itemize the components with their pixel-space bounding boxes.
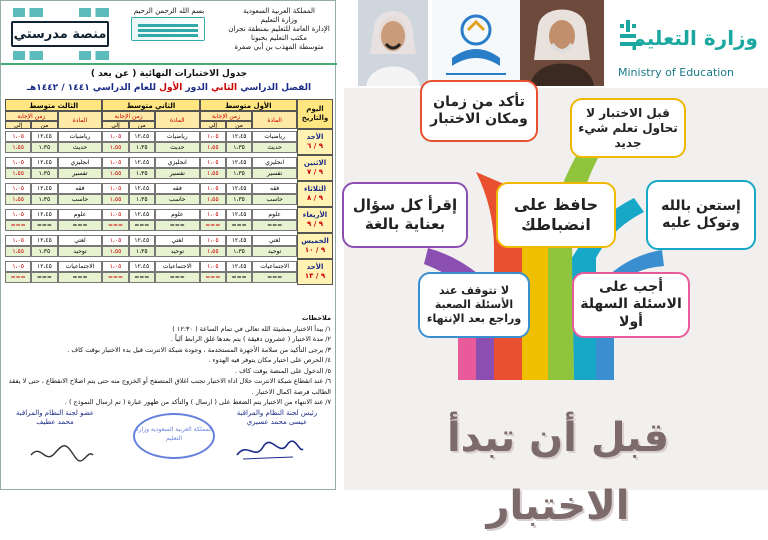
logo-icon [79,51,109,60]
time-to-cell: ١،٠٥ [5,209,31,220]
time-from-cell: ١،٣٥ [129,142,155,153]
day-date-cell [297,155,333,181]
day-name: الخميس [301,237,329,245]
time-to-cell: === [102,272,128,283]
time-from-cell: ١٢،٤٥ [226,261,252,272]
header-line: مكتب التعليم بحبونا [251,34,307,42]
time-from-cell: === [226,220,252,231]
note-item: ٣/ يرجى التأكيد من سلامة الأجهزة المستخدمة ، وجودة شبكة الانترنت قبل بدء الاختبار بوقت كاف . [67,345,331,354]
day-name: الثلاثاء [303,185,327,193]
ministry-name-arabic: وزارة التعليم [631,26,758,50]
time-from-cell: ١،٣٥ [31,246,57,257]
subject-cell: الاجتماعيات [252,261,297,272]
time-from-cell: ١٢،٤٥ [129,157,155,168]
time-from-cell: ١٢،٤٥ [226,157,252,168]
tip-bubble [418,272,530,338]
signature-title: رئيس لجنة النظام والمراقبة [236,409,318,417]
official-stamp [133,413,215,459]
time-to-cell: ١،٠٥ [200,131,226,142]
subject-cell: === [252,220,297,231]
day-name: الأحد [306,133,324,141]
time-to-cell: ١،٥٥ [5,246,31,257]
basmala: بسم الله الرحمن الرحيم [133,7,205,15]
tip-text: حافظ على انضباطك [513,195,599,234]
subtitle-round: الأول [159,83,183,93]
note-item: ٧/ عند الانتهاء من الاختبار يتم الضغط على ( ارسال ) والتأكد من ظهور عبارة ( تم ارسال النموذج ) . [64,398,331,406]
ministry-wordmark [608,12,764,82]
time-from-cell: ١٢،٤٥ [226,209,252,220]
time-from-cell: ١،٣٥ [226,194,252,205]
time-to-cell: ١،٠٥ [5,157,31,168]
subject-cell: === [155,272,200,283]
time-to-cell: ١،٠٥ [102,235,128,246]
time-from-cell: ١٢،٤٥ [129,183,155,194]
subtitle-part: الفصل الدراسي [240,83,312,93]
day-date: ٩ / ١٠ [304,246,326,254]
time-from-cell: ١٢،٤٥ [226,183,252,194]
subtitle-term: الثاني [211,83,238,93]
member-signature [5,409,105,427]
time-from-cell: === [31,272,57,283]
day-date: ٩ / ٦ [307,142,323,150]
time-to-cell: ١،٥٥ [102,246,128,257]
subject-cell: لغتي [155,235,200,246]
chair-signature [227,409,327,427]
subject-cell: تفسير [252,168,297,179]
time-to-cell: ١،٠٥ [200,183,226,194]
time-from-cell: ١٢،٤٥ [31,157,57,168]
notes-section [7,313,331,408]
time-to-cell: === [5,272,31,283]
grade-header: الثاني متوسط [102,99,199,111]
time-from-cell: ١٢،٤٥ [31,183,57,194]
time-from-cell: ١٢،٤٥ [31,261,57,272]
subject-cell: انجليزي [58,157,103,168]
time-from-cell: === [129,272,155,283]
subject-cell: === [155,220,200,231]
subject-cell: حاسب [252,194,297,205]
time-to-cell: ١،٥٥ [200,168,226,179]
grade-header: الثالث متوسط [5,99,102,111]
time-from-cell: ١،٣٥ [129,168,155,179]
time-from-cell: ١،٣٥ [226,168,252,179]
time-to-cell: ١،٥٥ [5,194,31,205]
subject-cell: لغتي [58,235,103,246]
day-name: الأحد [306,263,324,271]
exam-tips-poster [344,0,768,529]
subject-cell: رياضيات [252,131,297,142]
time-to-cell: ١،٥٥ [200,194,226,205]
day-date-cell [297,129,333,155]
note-item: ٤/ الحرص على اختيار مكان يتوفر فيه الهدوء . [208,356,331,364]
time-from-cell: ١٢،٤٥ [31,235,57,246]
stamp-text: المملكة العربية السعودية وزارة التعليم [135,426,213,442]
tip-bubble [572,272,690,338]
time-to-cell: === [200,272,226,283]
tip-text: تأكد من زمان ومكان الاختبار [430,93,528,127]
time-to-cell: ١،٠٥ [5,261,31,272]
tip-text: إقرأ كل سؤال بعناية بالغة [352,196,458,233]
subject-cell: الاجتماعيات [155,261,200,272]
time-to-cell: ١،٥٥ [102,142,128,153]
time-from-cell: ١٢،٤٥ [129,131,155,142]
platform-label: منصة مدرستي [11,21,109,47]
from-header: من [226,121,252,129]
time-from-cell: ١٢،٤٥ [31,209,57,220]
time-to-cell: ١،٠٥ [5,183,31,194]
day-date: ٩ / ٨ [307,194,323,202]
subject-cell: علوم [58,209,103,220]
header-line: المملكة العربية السعودية [243,7,315,15]
platform-header [3,5,115,61]
time-from-cell: ١٢،٤٥ [129,261,155,272]
header-line: متوسطة المهذب بن أبي صفرة [234,43,324,51]
signature-name: محمد عطيف [36,418,74,426]
time-to-cell: ١،٠٥ [102,131,128,142]
to-header: إلى [200,121,226,129]
time-from-cell: ١،٣٥ [31,142,57,153]
time-from-cell: ١،٣٥ [226,246,252,257]
subject-cell: حديث [58,142,103,153]
portrait-photo-icon [520,0,604,86]
subject-header: المادة [155,111,200,129]
tip-text: إستعن بالله وتوكل عليه [661,197,741,231]
schedule-table [5,99,333,309]
subject-cell: توحيد [155,246,200,257]
header-line: وزارة التعليم [260,16,298,24]
subtitle-part: للعام الدراسي ١٤٤١ / ١٤٤٢هـ [26,83,156,93]
day-name: الاثنين [303,159,327,167]
signature-name: عيسى محمد عسيري [246,418,308,426]
subject-cell: علوم [155,209,200,220]
time-header: زمن الإجابة [200,111,253,121]
subject-cell: حديث [252,142,297,153]
tip-bubble [570,98,686,158]
grade-header: الأول متوسط [200,99,297,111]
time-to-cell: === [200,220,226,231]
time-from-cell: ١٢،٤٥ [129,235,155,246]
tip-text: أجب على الاسئلة السهلة أولا [580,278,682,330]
day-column-header: اليوم والتاريخ [297,99,333,129]
time-to-cell: ١،٠٥ [5,235,31,246]
time-from-cell: ١،٣٥ [226,142,252,153]
subject-cell: === [252,272,297,283]
subject-cell: حاسب [155,194,200,205]
day-name: الأربعاء [302,211,328,219]
poster-header [344,0,768,88]
time-to-cell: ١،٠٥ [200,235,226,246]
time-to-cell: ١،٠٥ [200,261,226,272]
subject-cell: رياضيات [58,131,103,142]
logo-icon [13,8,43,17]
tip-bubble [420,80,538,142]
note-item: ١/ يبدأ الاختبار بمشيئة الله تعالى في تمام الساعة ( ١٢:٣٠ ) [172,324,331,333]
tip-text: لا تتوقف عند الأسئلة الصعبة وراجع بعد الإنتهاء [426,284,522,325]
day-date: ٩ / ١٣ [304,272,326,280]
time-to-cell: ١،٠٥ [102,183,128,194]
logo-icon [13,51,43,60]
note-item: ٢/ مدة الاختبار ( عشرون دقيقة ) يتم بعدها غلق الرابط آلياً . [170,335,331,343]
poster-title: قبل أن تبدأ الاختبار [446,415,670,529]
time-to-cell: === [5,220,31,231]
subject-cell: توحيد [252,246,297,257]
from-header: من [129,121,155,129]
subject-cell: تفسير [155,168,200,179]
notes-title: ملاحظات [302,314,331,322]
tip-bubble [342,182,468,248]
time-from-cell: ١٢،٤٥ [226,235,252,246]
subtitle-part: الدور [185,83,208,93]
subject-cell: حديث [155,142,200,153]
subject-cell: فقه [252,183,297,194]
document-subtitle [1,83,337,93]
tip-bubble [496,182,616,248]
portrait-photo-icon [358,0,428,86]
day-date-cell [297,233,333,259]
subject-cell: انجليزي [155,157,200,168]
day-date-cell [297,181,333,207]
subject-cell: رياضيات [155,131,200,142]
handwritten-signature-icon [233,437,305,463]
to-header: إلى [5,121,31,129]
time-to-cell: ١،٥٥ [102,194,128,205]
time-to-cell: ١،٠٥ [200,209,226,220]
school-emblem-icon [432,0,520,86]
day-date-cell [297,207,333,233]
time-to-cell: ١،٥٥ [5,168,31,179]
time-to-cell: ١،٥٥ [200,246,226,257]
subject-cell: لغتي [252,235,297,246]
document-title: جدول الاختبارات النهائية ( عن بعد ) [90,69,248,79]
ministry-name-english: Ministry of Education [618,66,735,79]
header-line: الإدارة العامة للتعليم بمنطقة نجران [228,25,330,33]
time-to-cell: ١،٠٥ [102,157,128,168]
time-to-cell: ١،٠٥ [5,131,31,142]
subject-cell: تفسير [58,168,103,179]
day-date: ٩ / ٩ [307,220,323,228]
signature-title: عضو لجنة النظام والمراقبة [16,409,94,417]
time-header: زمن الإجابة [5,111,58,121]
subject-cell: === [58,272,103,283]
subject-cell: انجليزي [252,157,297,168]
ministry-logo-icon [131,17,205,41]
time-header: زمن الإجابة [102,111,155,121]
subject-cell: فقه [58,183,103,194]
time-to-cell: ١،٠٥ [200,157,226,168]
exam-schedule-document [0,0,336,490]
tip-bubble [646,180,756,250]
header-ministry-lines [225,7,333,52]
tip-text: قبل الاختبار لا تحاول تعلم شيء جديد [578,105,678,150]
day-date-cell [297,259,333,285]
note-item: ٥/ الدخول على المنصة بوقت كاف . [235,366,331,375]
time-from-cell: ١٢،٤٥ [226,131,252,142]
time-to-cell: ١،٥٥ [200,142,226,153]
subject-cell: حاسب [58,194,103,205]
subject-cell: علوم [252,209,297,220]
time-from-cell: ١،٣٥ [31,168,57,179]
logo-icon [79,8,109,17]
note-item: ٦/ عند انقطاع شبكة الانترنت خلال اداء الاختبار تجنب اغلاق المتصفح أو الخروج منه حتى يتم اصلاح الانقطاع ، حتى لا يفقد الطالب فرصة اكمال الاختبار . [8,377,331,396]
subject-cell: توحيد [58,246,103,257]
time-from-cell: ١٢،٤٥ [129,209,155,220]
time-from-cell: === [226,272,252,283]
from-header: من [31,121,57,129]
subject-cell: فقه [155,183,200,194]
time-from-cell: ١،٣٥ [31,194,57,205]
time-to-cell: === [102,220,128,231]
handwritten-signature-icon [25,441,97,467]
time-to-cell: ١،٠٥ [102,261,128,272]
time-from-cell: ١،٣٥ [129,246,155,257]
subject-cell: الاجتماعيات [58,261,103,272]
subject-header: المادة [58,111,103,129]
time-to-cell: ١،٥٥ [102,168,128,179]
to-header: إلى [102,121,128,129]
document-header [1,1,337,65]
subject-header: المادة [252,111,297,129]
day-date: ٩ / ٧ [307,168,323,176]
time-from-cell: === [31,220,57,231]
time-to-cell: ١،٥٥ [5,142,31,153]
time-from-cell: ١،٣٥ [129,194,155,205]
subject-cell: === [58,220,103,231]
time-to-cell: ١،٠٥ [102,209,128,220]
time-from-cell: ١٢،٤٥ [31,131,57,142]
time-from-cell: === [129,220,155,231]
